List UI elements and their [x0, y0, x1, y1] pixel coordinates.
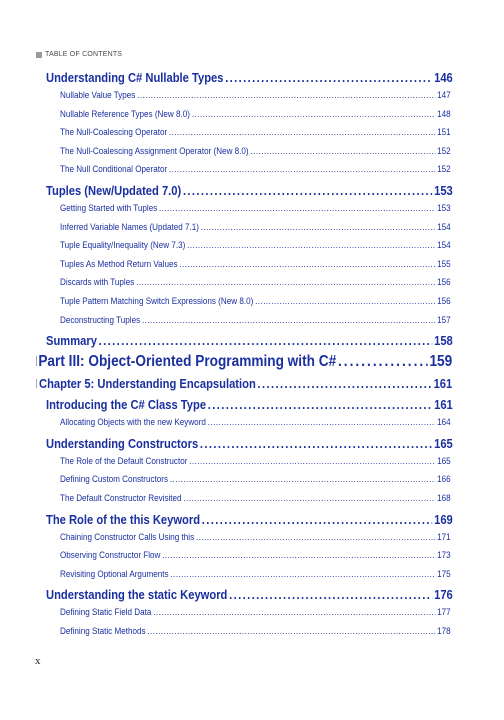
toc-entry-page: 165: [437, 455, 451, 466]
toc-entry[interactable]: [60, 203, 451, 222]
header-label: TABLE OF CONTENTS: [45, 51, 123, 58]
toc-entry[interactable]: [60, 569, 451, 588]
toc-entry[interactable]: [46, 183, 453, 203]
dot-leader: [147, 626, 435, 636]
toc-entry-title: Understanding Constructors: [46, 435, 199, 451]
toc-entry-title: The Null-Coalescing Operator: [60, 127, 168, 138]
dot-leader: [153, 607, 435, 617]
toc-entry[interactable]: [36, 353, 452, 376]
dot-leader: [225, 70, 432, 85]
toc-entry[interactable]: [46, 70, 453, 90]
toc-entry-title: Revisiting Optional Arguments: [60, 568, 169, 579]
toc-entry[interactable]: [60, 240, 451, 259]
header-square-icon: [36, 52, 42, 58]
toc-entry-page: 157: [437, 314, 451, 325]
toc-entry-page: 153: [437, 202, 451, 213]
toc-entry-page: 159: [429, 353, 453, 371]
toc-entry-title: Part III: Object-Oriented Programming with C#: [38, 353, 337, 371]
toc-entry-page: 168: [437, 492, 451, 503]
toc-entry-page: 154: [437, 221, 451, 232]
toc-entry-title: The Role of the this Keyword: [46, 511, 201, 527]
toc-entry-page: 158: [434, 333, 453, 349]
toc-entry-page: 152: [437, 164, 451, 175]
toc-entry[interactable]: [60, 315, 451, 334]
toc-entry-title: Introducing the C# Class Type: [46, 397, 207, 413]
toc-entry-title: Defining Static Field Data: [60, 607, 152, 618]
section-marker-icon: [36, 379, 37, 388]
toc-entry-title: The Default Constructor Revisited: [60, 492, 182, 503]
dot-leader: [229, 587, 432, 602]
toc-entry-page: 153: [434, 182, 453, 198]
dot-leader: [187, 240, 435, 250]
toc-entry-page: 154: [437, 240, 451, 251]
dot-leader: [179, 259, 435, 269]
toc-entry-page: 175: [437, 568, 451, 579]
toc-entry-page: 177: [437, 607, 451, 618]
toc-entry[interactable]: [46, 512, 453, 532]
toc-entry-title: Chaining Constructor Calls Using this: [60, 531, 195, 542]
toc-entry[interactable]: [60, 259, 451, 278]
toc-entry-page: 178: [437, 625, 451, 636]
toc-entry-title: Deconstructing Tuples: [60, 314, 141, 325]
toc-entry-title: Understanding C# Nullable Types: [46, 70, 224, 85]
toc-entry-page: 146: [434, 70, 453, 85]
toc-entry[interactable]: [60, 474, 451, 493]
dot-leader: [137, 90, 435, 100]
toc-entry[interactable]: [46, 397, 453, 417]
toc-entry[interactable]: [46, 436, 453, 456]
toc-entry[interactable]: [60, 456, 451, 475]
dot-leader: [192, 109, 436, 119]
toc-entry[interactable]: [60, 109, 451, 128]
dot-leader: [202, 512, 433, 527]
dot-leader: [183, 183, 432, 198]
toc-entry-page: 156: [437, 277, 451, 288]
section-marker-icon: [36, 356, 37, 366]
dot-leader: [201, 222, 435, 232]
toc-entry-page: 171: [437, 531, 451, 542]
toc-entry-title: Tuples (New/Updated 7.0): [46, 182, 182, 198]
table-of-contents: [36, 70, 452, 644]
toc-entry-page: 164: [437, 417, 451, 428]
toc-entry[interactable]: [46, 333, 453, 353]
dot-leader: [196, 532, 435, 542]
dot-leader: [99, 333, 433, 348]
toc-entry-page: 151: [437, 127, 451, 138]
toc-entry-page: 155: [437, 258, 451, 269]
dot-leader: [258, 376, 432, 391]
dot-leader: [208, 417, 436, 427]
dot-leader: [159, 203, 435, 213]
toc-entry-title: Defining Custom Constructors: [60, 474, 169, 485]
toc-entry-title: Tuple Pattern Matching Switch Expressions (New 8.0): [60, 295, 254, 306]
dot-leader: [208, 397, 433, 412]
toc-entry[interactable]: [60, 626, 451, 645]
toc-entry[interactable]: [60, 607, 451, 626]
toc-entry[interactable]: [60, 417, 451, 436]
toc-entry-page: 169: [434, 511, 453, 527]
toc-entry-title: Summary: [46, 333, 97, 349]
toc-entry-title: Nullable Value Types: [60, 90, 136, 100]
toc-entry-title: Understanding the static Keyword: [46, 587, 228, 603]
dot-leader: [162, 550, 435, 560]
page-number: x: [35, 655, 41, 667]
toc-entry[interactable]: [60, 164, 451, 183]
toc-entry-title: Observing Constructor Flow: [60, 550, 161, 561]
dot-leader: [142, 315, 435, 325]
dot-leader: [183, 493, 435, 503]
dot-leader: [170, 569, 435, 579]
dot-leader: [338, 353, 428, 371]
toc-entry-page: 152: [437, 145, 451, 156]
toc-entry-page: 166: [437, 474, 451, 485]
toc-entry-title: Inferred Variable Names (Updated 7.1): [60, 221, 199, 232]
toc-entry-page: 173: [437, 550, 451, 561]
dot-leader: [170, 474, 435, 484]
dot-leader: [189, 456, 435, 466]
toc-entry-title: Tuples As Method Return Values: [60, 258, 178, 269]
dot-leader: [200, 436, 432, 451]
toc-entry-page: 165: [434, 435, 453, 451]
toc-entry[interactable]: [36, 376, 452, 397]
dot-leader: [250, 146, 435, 156]
toc-entry[interactable]: [60, 90, 451, 109]
toc-entry-title: Defining Static Methods: [60, 625, 146, 636]
dot-leader: [169, 164, 435, 174]
toc-entry[interactable]: [60, 146, 451, 165]
toc-entry-page: 147: [437, 90, 451, 100]
toc-entry-title: Nullable Reference Types (New 8.0): [60, 108, 190, 119]
toc-entry-title: Allocating Objects with the new Keyword: [60, 417, 206, 428]
running-header: [36, 51, 122, 58]
toc-entry[interactable]: [60, 222, 451, 241]
toc-entry-page: 176: [434, 587, 453, 603]
toc-entry[interactable]: [60, 277, 451, 296]
toc-entry[interactable]: [60, 493, 451, 512]
toc-entry-title: Getting Started with Tuples: [60, 202, 158, 213]
toc-entry-title: The Null-Coalescing Assignment Operator (New 8.0): [60, 145, 249, 156]
toc-entry[interactable]: [60, 127, 451, 146]
dot-leader: [169, 127, 435, 137]
toc-entry[interactable]: [60, 296, 451, 315]
toc-entry-title: Tuple Equality/Inequality (New 7.3): [60, 240, 186, 251]
toc-entry-title: Chapter 5: Understanding Encapsulation: [38, 376, 256, 392]
dot-leader: [255, 296, 435, 306]
dot-leader: [136, 277, 435, 287]
toc-entry[interactable]: [60, 532, 451, 551]
toc-entry-page: 161: [433, 376, 453, 392]
toc-entry-page: 148: [437, 108, 451, 119]
toc-entry-title: Discards with Tuples: [60, 277, 135, 288]
toc-entry[interactable]: [60, 550, 451, 569]
toc-entry[interactable]: [46, 587, 453, 607]
toc-entry-page: 161: [434, 397, 453, 413]
toc-entry-title: The Role of the Default Constructor: [60, 455, 188, 466]
toc-entry-title: The Null Conditional Operator: [60, 164, 168, 175]
toc-entry-page: 156: [437, 295, 451, 306]
